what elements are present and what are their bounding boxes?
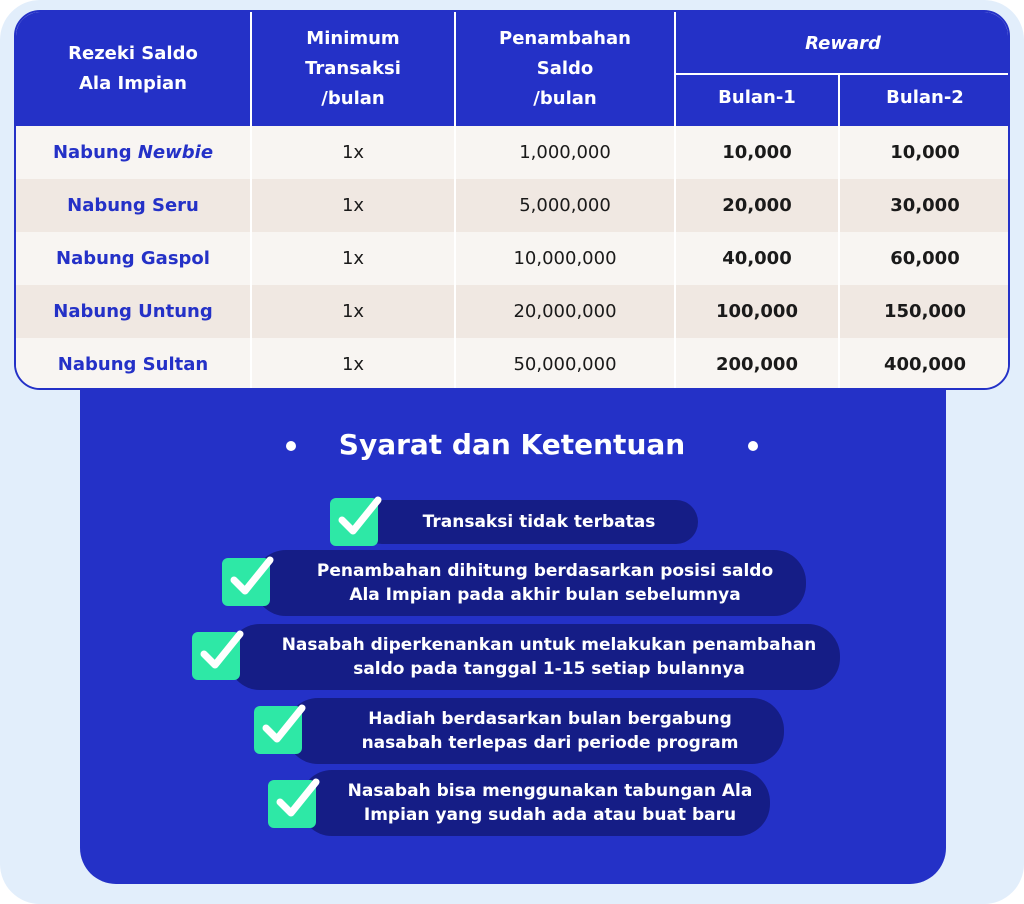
- term-item-5: [300, 770, 770, 836]
- header-divider: [676, 73, 1010, 75]
- program-name-italic: Newbie: [137, 142, 214, 163]
- reward-month-2-cell: 60,000: [890, 248, 960, 269]
- table-header: [16, 12, 1008, 126]
- check-icon: [222, 558, 270, 606]
- header-month-1: Bulan-1: [718, 87, 796, 108]
- check-icon: [268, 780, 316, 828]
- program-name: Nabung Untung: [53, 301, 213, 322]
- reward-month-1-cell: 40,000: [722, 248, 792, 269]
- reward-month-2-cell: 30,000: [890, 195, 960, 216]
- check-icon-glyph: [334, 492, 382, 540]
- topup-cell: 50,000,000: [513, 354, 617, 375]
- header-min-line2: Transaksi: [305, 58, 401, 79]
- term-text: Nasabah diperkenankan untuk melakukan penambahan: [281, 635, 817, 655]
- topup-cell: 5,000,000: [519, 195, 611, 216]
- min-transaction-cell: 1x: [341, 301, 365, 322]
- reward-month-1-cell: 100,000: [716, 301, 798, 322]
- table-row: [16, 126, 1008, 179]
- term-item-3: [228, 624, 840, 690]
- reward-month-2-cell: 150,000: [884, 301, 966, 322]
- check-icon: [192, 632, 240, 680]
- min-transaction-cell: 1x: [341, 195, 365, 216]
- table-row: [16, 338, 1008, 390]
- topup-cell: 20,000,000: [513, 301, 617, 322]
- header-min-transaction: [252, 22, 454, 116]
- header-program-line1: Rezeki Saldo: [68, 43, 198, 64]
- header-topup-line2: Saldo: [536, 58, 594, 79]
- terms-title: Syarat dan Ketentuan: [338, 428, 686, 461]
- table-row: [16, 285, 1008, 338]
- term-text: nasabah terlepas dari periode program: [361, 733, 739, 753]
- column-divider: [838, 126, 840, 390]
- program-name: Nabung Gaspol: [56, 248, 210, 269]
- term-item-2: [254, 550, 806, 616]
- reward-table: [14, 10, 1010, 390]
- term-text: saldo pada tanggal 1-15 setiap bulannya: [353, 659, 745, 679]
- term-text: Nasabah bisa menggunakan tabungan Ala: [347, 781, 753, 801]
- header-divider: [674, 12, 676, 126]
- term-text: Penambahan dihitung berdasarkan posisi saldo: [316, 561, 774, 581]
- check-icon-glyph: [272, 774, 320, 822]
- header-month-2: Bulan-2: [886, 87, 964, 108]
- check-icon: [330, 498, 378, 546]
- check-icon-glyph: [258, 700, 306, 748]
- column-divider: [674, 126, 676, 390]
- term-text: Impian yang sudah ada atau buat baru: [363, 805, 737, 825]
- header-reward: Reward: [805, 33, 881, 54]
- header-topup-line3: /bulan: [533, 88, 597, 109]
- header-divider: [454, 12, 456, 126]
- header-divider: [838, 74, 840, 126]
- term-text: Transaksi tidak terbatas: [422, 512, 656, 532]
- header-topup: [456, 22, 674, 116]
- header-program: [16, 32, 250, 106]
- check-icon-glyph: [226, 552, 274, 600]
- min-transaction-cell: 1x: [341, 354, 365, 375]
- title-dot-right: [748, 441, 758, 451]
- program-name: [16, 126, 250, 179]
- header-min-line1: Minimum: [306, 28, 400, 49]
- reward-month-1-cell: 10,000: [722, 142, 792, 163]
- program-name: Nabung Sultan: [57, 354, 209, 375]
- reward-month-2-cell: 10,000: [890, 142, 960, 163]
- program-name: Nabung Seru: [67, 195, 199, 216]
- header-program-line2: Ala Impian: [79, 73, 187, 94]
- term-text: Ala Impian pada akhir bulan sebelumnya: [349, 585, 741, 605]
- table-row: [16, 232, 1008, 285]
- check-icon: [254, 706, 302, 754]
- term-item-4: [286, 698, 784, 764]
- topup-cell: 1,000,000: [519, 142, 611, 163]
- table-row: [16, 179, 1008, 232]
- program-name-text: Nabung: [52, 142, 138, 163]
- column-divider: [454, 126, 456, 390]
- header-topup-line1: Penambahan: [499, 28, 631, 49]
- term-item-1: [360, 500, 698, 544]
- check-icon-glyph: [196, 626, 244, 674]
- min-transaction-cell: 1x: [341, 248, 365, 269]
- header-divider: [250, 12, 252, 126]
- header-min-line3: /bulan: [321, 88, 385, 109]
- term-text: Hadiah berdasarkan bulan bergabung: [368, 709, 732, 729]
- reward-month-2-cell: 400,000: [884, 354, 966, 375]
- topup-cell: 10,000,000: [513, 248, 617, 269]
- title-dot-left: [286, 441, 296, 451]
- reward-month-1-cell: 20,000: [722, 195, 792, 216]
- min-transaction-cell: 1x: [341, 142, 365, 163]
- column-divider: [250, 126, 252, 390]
- reward-month-1-cell: 200,000: [716, 354, 798, 375]
